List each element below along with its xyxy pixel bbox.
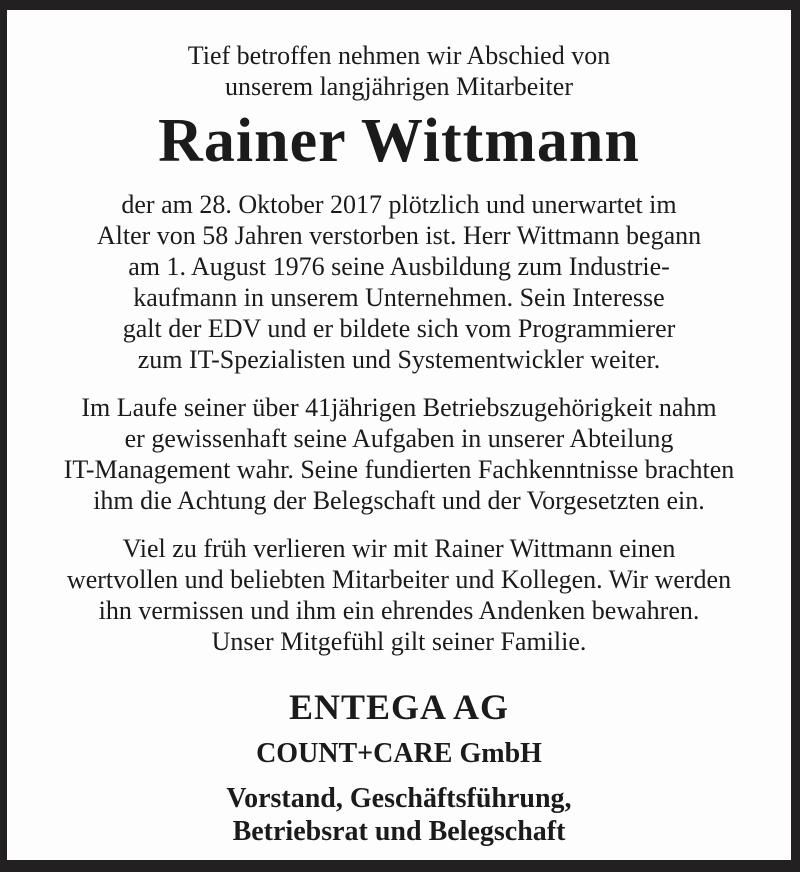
paragraph-line: Im Laufe seiner über 41jährigen Betriebszugehörigkeit nahm: [81, 393, 717, 422]
paragraph-line: ihn vermissen und ihm ein ehrendes Andenken bewahren.: [98, 596, 700, 625]
obituary-paragraph-2: [7, 392, 791, 516]
obituary-paragraph-3: [7, 533, 791, 657]
paragraph-line: der am 28. Oktober 2017 plötzlich und unerwartet im: [121, 190, 677, 219]
paragraph-line: er gewissenhaft seine Aufgaben in unserer Abteilung: [124, 424, 674, 453]
company-name-primary: ENTEGA AG: [288, 687, 510, 727]
paragraph-line: Alter von 58 Jahren verstorben ist. Herr Wittmann begann: [96, 221, 702, 250]
paragraph-line: IT-Management wahr. Seine fundierten Fachkenntnisse brachten: [63, 455, 735, 484]
signatories-line-1: Vorstand, Geschäftsführung,: [226, 783, 572, 814]
obituary-paragraph-1: [7, 189, 791, 375]
company-name-secondary: COUNT+CARE GmbH: [256, 738, 542, 769]
paragraph-line: ihm die Achtung der Belegschaft und der Vorgesetzten ein.: [93, 486, 705, 515]
intro-text: [7, 40, 791, 102]
deceased-name: Rainer Wittmann: [158, 107, 640, 175]
paragraph-line: am 1. August 1976 seine Ausbildung zum Industrie-: [128, 252, 670, 281]
signatories-line-2: Betriebsrat und Belegschaft: [232, 816, 566, 847]
paragraph-line: zum IT-Spezialisten und Systementwickler weiter.: [137, 345, 661, 374]
signatories: [7, 782, 791, 848]
signature-block: [7, 688, 791, 848]
paragraph-line: wertvollen und beliebten Mitarbeiter und Kollegen. Wir werden: [66, 565, 732, 594]
paragraph-line: Viel zu früh verlieren wir mit Rainer Wittmann einen: [122, 534, 676, 563]
paragraph-line: kaufmann in unserem Unternehmen. Sein Interesse: [133, 283, 665, 312]
intro-line-2: unserem langjährigen Mitarbeiter: [225, 72, 573, 101]
paragraph-line: galt der EDV und er bildete sich vom Programmierer: [122, 314, 676, 343]
intro-line-1: Tief betroffen nehmen wir Abschied von: [187, 41, 611, 70]
paragraph-line: Unser Mitgefühl gilt seiner Familie.: [211, 627, 587, 656]
